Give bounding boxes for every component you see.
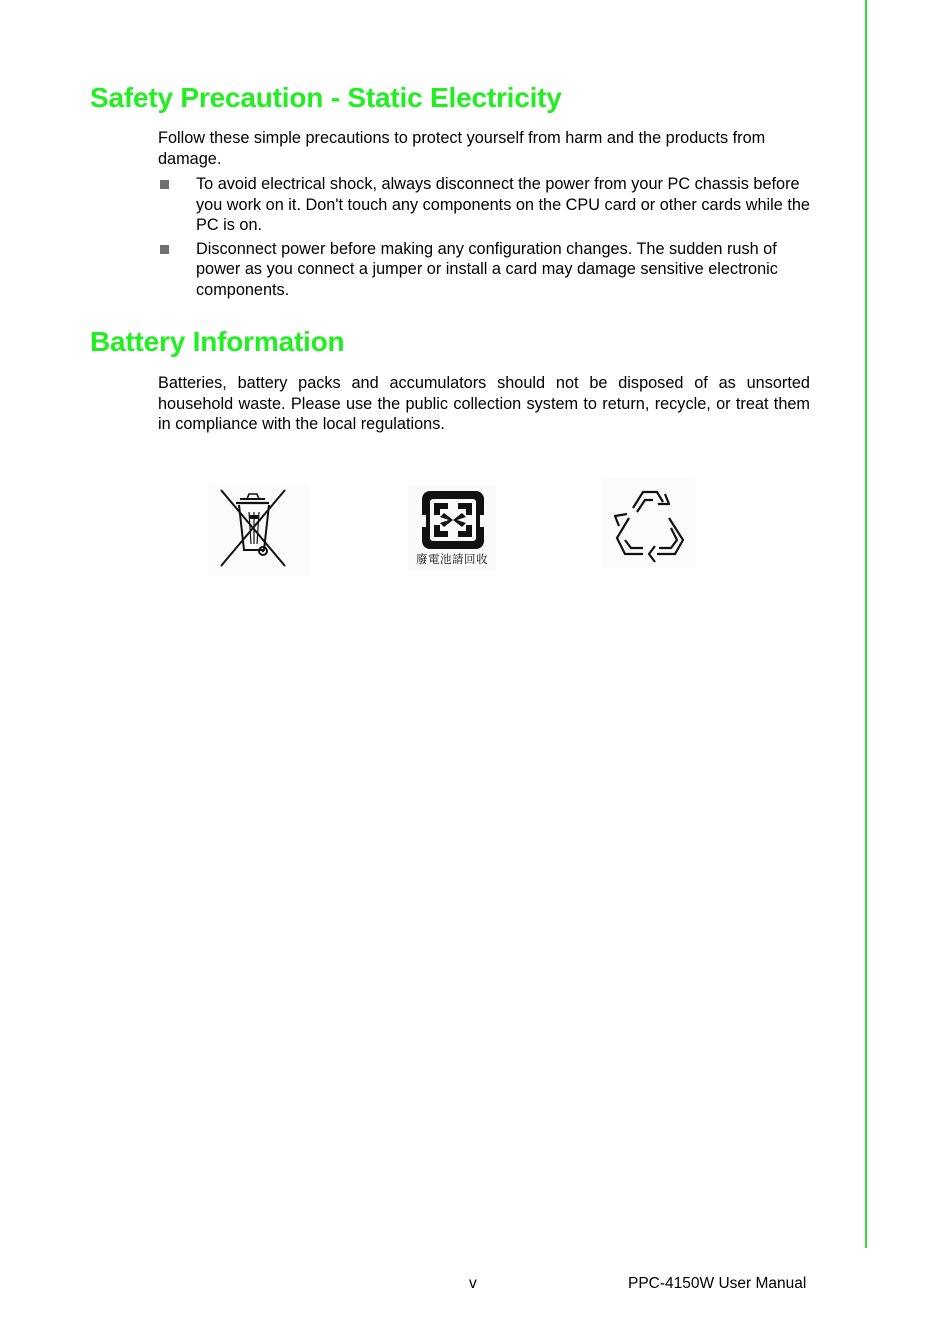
safety-bullet-list (158, 174, 810, 304)
safety-bullet-2-text: Disconnect power before making any configuration changes. The sudden rush of power as you connect a jumper or install a card may damage sensitive electronic components. (196, 239, 778, 299)
safety-intro: Follow these simple precautions to protect yourself from harm and the products from damage. (158, 129, 766, 168)
taiwan-recycle-label: 廢電池請回收 (416, 552, 488, 566)
safety-bullet-1 (158, 174, 810, 236)
page-number: v (469, 1275, 477, 1292)
crossed-out-wheelie-bin-icon (209, 484, 309, 576)
safety-bullet-2 (158, 239, 810, 301)
battery-heading: Battery Information (90, 326, 345, 357)
manual-title: PPC-4150W User Manual (628, 1275, 807, 1292)
taiwan-battery-recycle-icon (408, 485, 496, 571)
recycle-icon (603, 478, 695, 568)
safety-bullet-1-text: To avoid electrical shock, always disconnect the power from your PC chassis before you work on it. Don't touch any components on the CPU card or other cards while the PC is on. (196, 175, 810, 235)
square-bullet-icon (160, 180, 169, 189)
square-bullet-icon (160, 245, 169, 254)
side-rule (865, 0, 867, 1248)
safety-heading: Safety Precaution - Static Electricity (90, 82, 562, 113)
battery-body: Batteries, battery packs and accumulators should not be disposed of as unsorted household waste. Please use the public collection system to return, recycle, or treat them in compliance with the local regulations. (158, 374, 810, 434)
